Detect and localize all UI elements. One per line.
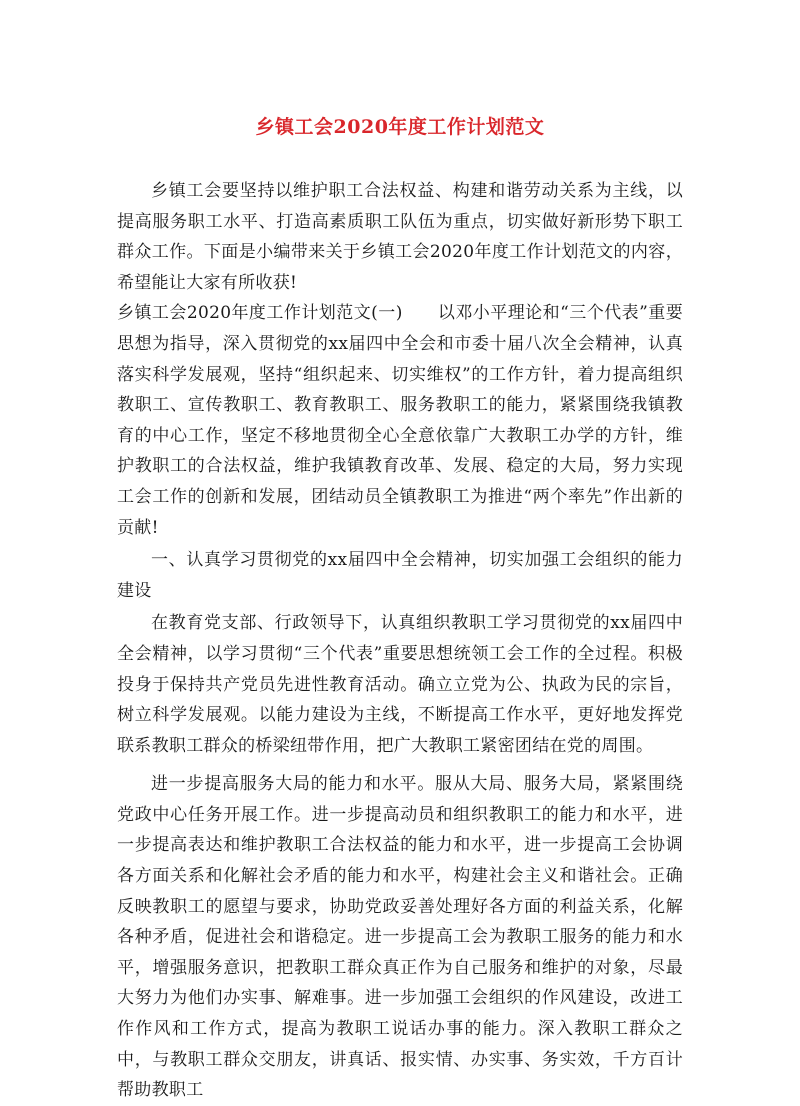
section1-paragraph bbox=[117, 298, 683, 543]
section1-label: 乡镇工会2020年度工作计划范文(一) bbox=[117, 303, 403, 324]
paragraph-two: 进一步提高服务大局的能力和水平。服从大局、服务大局，紧紧围绕党政中心任务开展工作。进一步提高动员和组织教职工的能力和水平，进一步提高表达和维护教职工合法权益的能力和水平，进一步提高工会协调各方面关系和化解社会矛盾的能力和水平，构建社会主义和谐社会。正确反映教职工的愿望与要求，协助党政妥善处理好各方面的利益关系，化解各种矛盾，促进社会和谐稳定。进一步提高工会为教职工服务的能力和水平，增强服务意识，把教职工群众真正作为自己服务和维护的对象，尽最大努力为他们办实事、解难事。进一步加强工会组织的作风建设，改进工作作风和工作方式，提高为教职工说话办事的能力。深入教职工群众之中，与教职工群众交朋友，讲真话、报实情、办实事、务实效，千方百计帮助教职工 bbox=[117, 774, 683, 1101]
document-title: 乡镇工会2020年度工作计划范文 bbox=[255, 116, 545, 138]
document-body bbox=[117, 176, 683, 1106]
intro-paragraph: 乡镇工会要坚持以维护职工合法权益、构建和谐劳动关系为主线，以提高服务职工水平、打造高素质职工队伍为重点，切实做好新形势下职工群众工作。下面是小编带来关于乡镇工会2020年度工作计划范文的内容，希望能让大家有所收获! bbox=[117, 181, 683, 293]
section1-text: 以邓小平理论和“三个代表”重要思想为指导，深入贯彻党的xx届四中全会和市委十届八次全会精神，认真落实科学发展观，坚持“组织起来、切实维权”的工作方针，着力提高组织教职工、宣传教职工、教育教职工、服务教职工的能力，紧紧围绕我镇教育的中心工作，坚定不移地贯彻全心全意依靠广大教职工办学的方针，维护教职工的合法权益，维护我镇教育改革、发展、稳定的大局，努力实现工会工作的创新和发展，团结动员全镇教职工为推进“两个率先”作出新的贡献! bbox=[117, 303, 683, 538]
paragraph-one: 在教育党支部、行政领导下，认真组织教职工学习贯彻党的xx届四中全会精神，以学习贯彻“三个代表”重要思想统领工会工作的全过程。积极投身于保持共产党员先进性教育活动。确立立党为公、执政为民的宗旨，树立科学发展观。以能力建设为主线，不断提高工作水平，更好地发挥党联系教职工群众的桥梁纽带作用，把广大教职工紧密团结在党的周围。 bbox=[117, 613, 683, 756]
heading-one: 一、认真学习贯彻党的xx届四中全会精神，切实加强工会组织的能力建设 bbox=[117, 550, 683, 601]
